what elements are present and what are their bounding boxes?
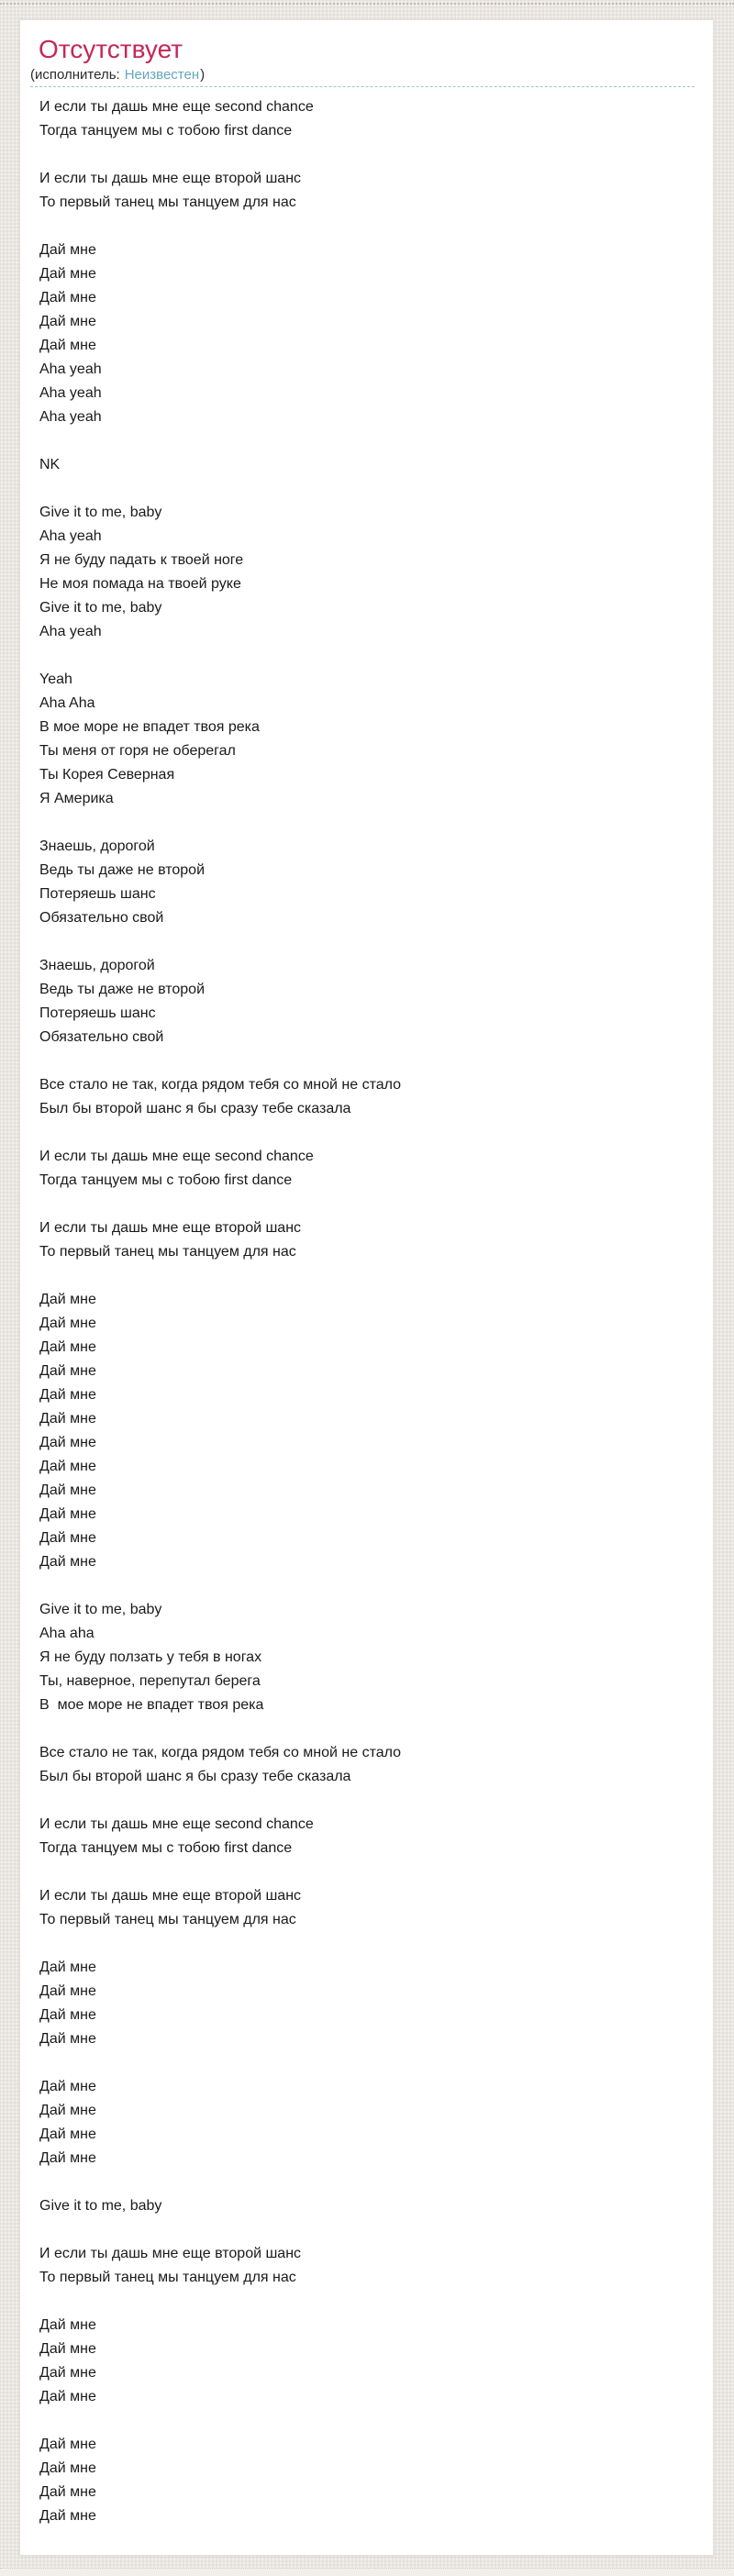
lyrics-line: Потеряешь шанс [39,1005,156,1021]
lyrics-line: Обязательно свой [39,1029,164,1045]
lyrics-line: Дай мне [39,2484,96,2500]
song-title: Отсутствует [39,35,184,63]
lyrics-line: Give it to me, baby [39,600,162,616]
lyrics-blank-line [39,811,695,835]
lyrics-line: Не моя помада на твоей руке [39,576,241,592]
lyrics-line: Дай мне [39,1316,96,1331]
lyrics-line: В мое море не впадет твоя река [39,719,260,735]
bottom-edge-strip [0,2568,734,2576]
lyrics-line: Дай мне [39,1482,96,1498]
artist-line [30,64,695,87]
lyrics-line: И если ты дашь мне еще second chance [39,99,314,115]
lyrics-line: Тогда танцуем мы с тобою first dance [39,1172,293,1188]
lyrics-line: Был бы второй шанс я бы сразу тебе сказала [39,1769,351,1784]
lyrics-line: Дай мне [39,1387,96,1403]
lyrics-line: Я не буду падать к твоей ноге [39,552,244,568]
lyrics-line: Дай мне [39,290,96,305]
lyrics-blank-line [39,2051,695,2075]
lyrics-line: Тогда танцуем мы с тобою first dance [39,123,293,139]
lyrics-line: И если ты дашь мне еще second chance [39,1149,314,1164]
lyrics-line: Знаешь, дорогой [39,838,155,854]
lyrics-line: Дай мне [39,1983,96,1999]
lyrics-line: Дай мне [39,2508,96,2524]
lyrics-blank-line [39,1264,695,1288]
lyrics-line: Дай мне [39,1530,96,1546]
lyrics-text [39,87,695,2528]
lyrics-line: И если ты дашь мне еще второй шанс [39,1888,302,1904]
lyrics-line: Ведь ты даже не второй [39,862,205,878]
lyrics-blank-line [39,1121,695,1145]
lyrics-line: Дай мне [39,2103,96,2118]
lyrics-line: Give it to me, baby [39,1602,162,1617]
lyrics-line: Был бы второй шанс я бы сразу тебе сказала [39,1101,351,1116]
artist-link[interactable]: Неизвестен [124,67,200,83]
lyrics-line: NK [39,457,61,472]
lyrics-blank-line [39,2171,695,2194]
lyrics-blank-line [39,1049,695,1073]
lyrics-line: Дай мне [39,2437,96,2452]
lyrics-blank-line [39,1574,695,1598]
lyrics-line: Все стало не так, когда рядом тебя со мной не стало [39,1077,402,1093]
lyrics-line: Ты Корея Северная [39,767,175,783]
lyrics-line: То первый танец мы танцуем для нас [39,1912,296,1927]
lyrics-line: Дай мне [39,1506,96,1522]
lyrics-line: Give it to me, baby [39,2198,162,2214]
lyrics-line: Дай мне [39,1554,96,1570]
lyrics-blank-line [39,1193,695,1216]
lyrics-card [19,19,714,2556]
lyrics-blank-line [39,2218,695,2242]
lyrics-blank-line [39,143,695,167]
lyrics-line: Ведь ты даже не второй [39,982,205,997]
lyrics-line: И если ты дашь мне еще second chance [39,1816,314,1832]
lyrics-line: Потеряешь шанс [39,886,156,902]
lyrics-line: Дай мне [39,242,96,258]
lyrics-line: Дай мне [39,338,96,353]
lyrics-blank-line [39,1789,695,1813]
lyrics-line: Aha aha [39,1626,95,1641]
artist-close-paren: ) [200,67,206,83]
lyrics-blank-line [39,644,695,668]
lyrics-line: Aha yeah [39,409,102,425]
top-edge-texture [0,3,734,5]
lyrics-line: Я не буду ползать у тебя в ногах [39,1649,262,1665]
lyrics-line: Дай мне [39,2031,96,2047]
lyrics-line: Aha Aha [39,695,95,711]
lyrics-line: Aha yeah [39,624,102,639]
lyrics-line: Я Америка [39,791,114,806]
lyrics-line: И если ты дашь мне еще второй шанс [39,2246,302,2261]
lyrics-line: Дай мне [39,2007,96,2023]
lyrics-line: То первый танец мы танцуем для нас [39,1244,296,1260]
lyrics-line: Обязательно свой [39,910,164,926]
lyrics-line: Дай мне [39,2365,96,2381]
lyrics-line: Aha yeah [39,361,102,377]
lyrics-blank-line [39,2409,695,2433]
lyrics-line: То первый танец мы танцуем для нас [39,2270,296,2285]
lyrics-line: Тогда танцуем мы с тобою first dance [39,1840,293,1856]
lyrics-line: Yeah [39,672,72,687]
lyrics-line: То первый танец мы танцуем для нас [39,194,296,210]
lyrics-line: Дай мне [39,314,96,329]
lyrics-line: Дай мне [39,2150,96,2166]
lyrics-line: Дай мне [39,1292,96,1307]
lyrics-blank-line [39,215,695,239]
lyrics-line: И если ты дашь мне еще второй шанс [39,1220,302,1236]
lyrics-blank-line [39,1860,695,1884]
lyrics-blank-line [39,477,695,501]
lyrics-line: Дай мне [39,1339,96,1355]
lyrics-line: Ты меня от горя не оберегал [39,743,236,759]
lyrics-line: Дай мне [39,2317,96,2333]
lyrics-line: Дай мне [39,1435,96,1450]
artist-label: (исполнитель: [30,67,120,83]
lyrics-line: Дай мне [39,1363,96,1379]
lyrics-line: Дай мне [39,2460,96,2476]
lyrics-blank-line [39,1717,695,1741]
lyrics-line: Дай мне [39,1960,96,1975]
lyrics-blank-line [39,1932,695,1956]
lyrics-line: Give it to me, baby [39,505,162,520]
lyrics-line: И если ты дашь мне еще второй шанс [39,171,302,186]
lyrics-line: Ты, наверное, перепутал берега [39,1673,261,1689]
lyrics-line: Дай мне [39,2341,96,2357]
lyrics-line: Дай мне [39,266,96,282]
lyrics-line: Дай мне [39,2079,96,2094]
lyrics-line: Дай мне [39,2126,96,2142]
lyrics-blank-line [39,930,695,954]
lyrics-line: Все стало не так, когда рядом тебя со мной не стало [39,1745,402,1760]
lyrics-line: Aha yeah [39,528,102,544]
lyrics-line: В мое море не впадет твоя река [39,1697,264,1713]
lyrics-blank-line [39,429,695,453]
lyrics-blank-line [39,2290,695,2314]
lyrics-line: Дай мне [39,1459,96,1474]
lyrics-line: Дай мне [39,1411,96,1427]
lyrics-line: Aha yeah [39,385,102,401]
lyrics-line: Дай мне [39,2389,96,2404]
lyrics-line: Знаешь, дорогой [39,958,155,973]
